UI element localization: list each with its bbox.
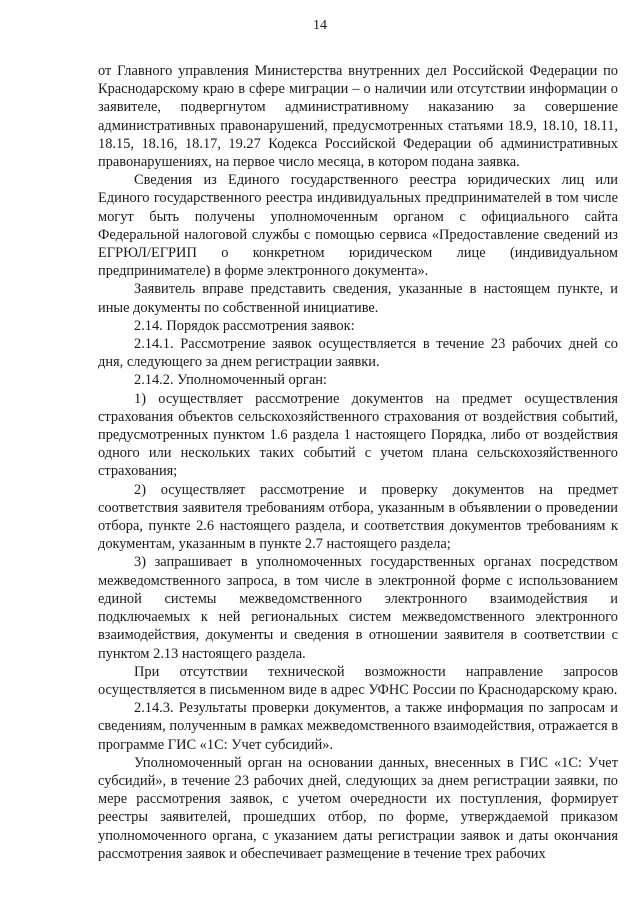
paragraph-continuation: от Главного управления Министерства внутренних дел Российской Федерации по Краснодарскому краю в сфере миграции – о наличии или отсутствии информации о заявителе, подвергнутом административному наказанию за совершение административных правонарушений, предусмотренных статьями 18.9, 18.10, 18.11, 18.15, 18.16, 18.17, 19.27 Кодекса Российской Федерации об административных правонарушениях, на первое число месяца, в котором подана заявка. (98, 63, 618, 171)
paragraph-2-14-2: 2.14.2. Уполномоченный орган: (134, 372, 327, 389)
paragraph-item-2: 2) осуществляет рассмотрение и проверку документов на предмет соответствия заявителя требованиям отбора, указанным в объявлении о проведении отбора, пункте 2.6 настоящего раздела, и соответствия документов требованиям к документам, указанным в пункте 2.7 настоящего раздела; (98, 481, 618, 553)
paragraph-no-technical-possibility: При отсутствии технической возможности направление запросов осуществляется в письменном виде в адрес УФНС России по Краснодарскому краю. (98, 663, 618, 698)
document-body (98, 62, 618, 863)
paragraph-applicant-right: Заявитель вправе представить сведения, указанные в настоящем пункте, и иные документы по собственной инициативе. (98, 281, 618, 316)
paragraph-item-1: 1) осуществляет рассмотрение документов на предмет осуществления страхования объектов сельскохозяйственного страхования от воздействия событий, предусмотренных пунктом 1.6 раздела 1 настоящего Порядка, либо от воздействия одного или нескольких таких событий с учетом плана сельскохозяйственного страхования; (98, 390, 618, 480)
paragraph-2-14-3: 2.14.3. Результаты проверки документов, а также информация по запросам и сведениям, полученным в рамках межведомственного взаимодействия, отражается в программе ГИС «1С: Учет субсидий». (98, 700, 618, 753)
page-number: 14 (313, 18, 327, 33)
paragraph-authorized-body: Уполномоченный орган на основании данных, внесенных в ГИС «1С: Учет субсидий», в течение 23 рабочих дней, следующих за днем регистрации заявки, по мере рассмотрения заявок, с учетом очередности их поступления, формирует реестры заявителей, прошедших отбор, по форме, утверждаемой приказом уполномоченного органа, с указанием даты регистрации заявок и даты окончания рассмотрения заявок и обеспечивает размещение в течение трех рабочих (98, 754, 618, 862)
paragraph-egrul-sources: Сведения из Единого государственного реестра юридических лиц или Единого государственного реестра индивидуальных предпринимателей в том числе могут быть получены уполномоченным органом с официального сайта Федеральной налоговой службы с помощью сервиса «Предоставление сведений из ЕГРЮЛ/ЕГРИП о конкретном юридическом лице (индивидуальном предпринимателе) в форме электронного документа». (98, 172, 618, 280)
paragraph-item-3: 3) запрашивает в уполномоченных государственных органах посредством межведомственного запроса, в том числе в электронной форме с использованием единой системы межведомственного электронного взаимодействия и подключаемых к ней региональных систем межведомственного электронного взаимодействия, документы и сведения в отношении заявителя в соответствии с пунктом 2.13 настоящего раздела. (98, 554, 618, 662)
paragraph-2-14: 2.14. Порядок рассмотрения заявок: (134, 317, 355, 334)
paragraph-2-14-1: 2.14.1. Рассмотрение заявок осуществляется в течение 23 рабочих дней со дня, следующего за днем регистрации заявки. (98, 336, 618, 371)
